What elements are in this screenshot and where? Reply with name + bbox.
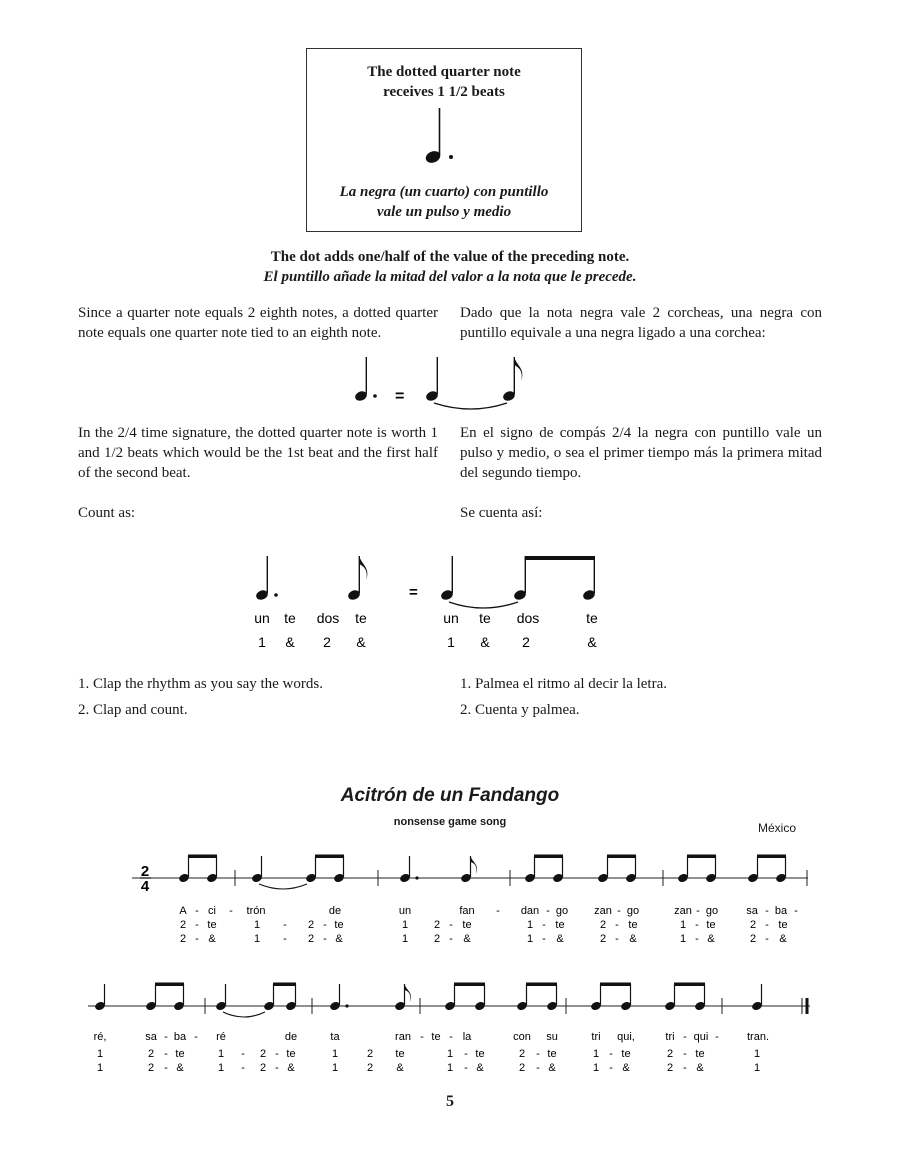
svg-text:2: 2: [749, 919, 757, 931]
svg-text:&: &: [696, 1062, 704, 1074]
quarter-note-icon: [94, 984, 106, 1011]
svg-text:2: 2: [433, 919, 441, 931]
beamed-eighth-notes-icon: [178, 855, 218, 884]
svg-text:&: &: [779, 933, 787, 945]
beamed-eighth-notes-icon: [263, 983, 297, 1012]
svg-text:-: -: [617, 905, 621, 917]
count-and-line1: [180, 933, 787, 945]
svg-text:-: -: [195, 905, 199, 917]
svg-text:tri: tri: [591, 1031, 601, 1043]
svg-text:te: te: [395, 1048, 405, 1060]
syllable: te: [284, 610, 296, 626]
count-te-line2: [97, 1048, 760, 1060]
beamed-eighth-notes-icon: [747, 855, 787, 884]
svg-text:-: -: [241, 1062, 245, 1074]
svg-text:-: -: [195, 933, 199, 945]
count-label: 2: [522, 634, 530, 650]
svg-text:&: &: [476, 1062, 484, 1074]
time-signature: [141, 863, 150, 895]
svg-text:te: te: [286, 1048, 296, 1060]
svg-text:-: -: [275, 1048, 279, 1060]
syllable: dos: [316, 610, 340, 626]
svg-text:-: -: [323, 919, 327, 931]
svg-text:-: -: [683, 1048, 687, 1060]
count-label: &: [587, 634, 597, 650]
svg-text:&: &: [629, 933, 637, 945]
svg-text:-: -: [241, 1048, 245, 1060]
para1-english: Since a quarter note equals 2 eighth notes, a dotted quarter note equals one quarter note tied to an eighth note.: [78, 305, 438, 341]
svg-text:te: te: [475, 1048, 485, 1060]
svg-text:2: 2: [147, 1048, 155, 1060]
svg-text:&: &: [396, 1062, 404, 1074]
beamed-eighth-notes-icon: [524, 855, 564, 884]
svg-text:de: de: [284, 1031, 298, 1043]
count-te-line1: [180, 919, 788, 931]
svg-text:la: la: [462, 1031, 472, 1043]
svg-text:-: -: [323, 933, 327, 945]
lyrics-line2: [94, 1031, 769, 1043]
svg-text:2: 2: [179, 919, 187, 931]
count-example: [240, 550, 620, 654]
svg-text:-: -: [449, 933, 453, 945]
box-title-line1: The dotted quarter note: [367, 64, 521, 80]
svg-text:2: 2: [259, 1048, 267, 1060]
svg-text:-: -: [229, 905, 233, 917]
svg-text:1: 1: [753, 1048, 761, 1060]
svg-text:te: te: [778, 919, 788, 931]
svg-text:ba: ba: [173, 1031, 187, 1043]
svg-text:-: -: [794, 905, 798, 917]
svg-text:&: &: [463, 933, 471, 945]
svg-text:&: &: [622, 1062, 630, 1074]
syllable: dos: [516, 610, 540, 626]
svg-text:-: -: [542, 919, 546, 931]
eighth-note-icon: [394, 984, 411, 1011]
svg-text:&: &: [176, 1062, 184, 1074]
song-title: Acitrón de un Fandango: [340, 785, 560, 806]
svg-text:tran.: tran.: [746, 1031, 770, 1043]
box-spanish-line2: vale un pulso y medio: [376, 204, 512, 220]
svg-text:2: 2: [147, 1062, 155, 1074]
tie-equation: [340, 355, 540, 411]
svg-text:-: -: [283, 919, 287, 931]
instruction-spanish-1: 1. Palmea el ritmo al decir la letra.: [460, 676, 667, 692]
beamed-eighth-notes-icon: [444, 983, 486, 1012]
svg-text:-: -: [695, 919, 699, 931]
svg-text:-: -: [496, 905, 500, 917]
song-subtitle: nonsense game song: [393, 816, 507, 828]
eighth-note-icon: [460, 856, 477, 883]
svg-text:con: con: [513, 1031, 531, 1043]
svg-text:de: de: [328, 905, 342, 917]
svg-text:-: -: [683, 1031, 687, 1043]
syllable: te: [586, 610, 598, 626]
svg-text:1: 1: [679, 933, 687, 945]
svg-text:2: 2: [366, 1048, 374, 1060]
count-label: 1: [258, 634, 266, 650]
svg-text:A: A: [179, 905, 187, 917]
svg-text:1: 1: [217, 1062, 225, 1074]
svg-text:te: te: [175, 1048, 185, 1060]
count-label: &: [356, 634, 366, 650]
instruction-english-1: 1. Clap the rhythm as you say the words.: [78, 676, 323, 692]
lyrics-line1: [179, 905, 798, 917]
syllable: te: [355, 610, 367, 626]
svg-text:-: -: [164, 1031, 168, 1043]
svg-text:qui: qui: [693, 1031, 709, 1043]
para1-spanish: Dado que la nota negra vale 2 corcheas, una negra con puntillo equivale a una negra ligado a una corchea:: [460, 305, 822, 341]
para2-spanish: En el signo de compás 2/4 la negra con puntillo vale un pulso y medio, o sea el primer tiempo más la primera mitad del segundo tiempo.: [460, 425, 822, 481]
svg-text:-: -: [275, 1062, 279, 1074]
svg-text:2: 2: [666, 1048, 674, 1060]
svg-text:1: 1: [331, 1048, 339, 1060]
eighth-note-icon: [347, 556, 368, 601]
beamed-eighth-notes-icon: [513, 556, 596, 601]
svg-text:-: -: [765, 905, 769, 917]
svg-text:2: 2: [140, 863, 150, 880]
svg-text:-: -: [283, 933, 287, 945]
svg-text:-: -: [464, 1048, 468, 1060]
tie-icon: [434, 403, 507, 409]
svg-text:te: te: [547, 1048, 557, 1060]
svg-text:1: 1: [253, 933, 261, 945]
svg-text:2: 2: [433, 933, 441, 945]
svg-text:-: -: [536, 1048, 540, 1060]
svg-text:-: -: [546, 905, 550, 917]
svg-text:1: 1: [679, 919, 687, 931]
svg-text:ci: ci: [208, 905, 216, 917]
svg-text:-: -: [615, 919, 619, 931]
svg-text:&: &: [287, 1062, 295, 1074]
svg-text:1: 1: [401, 919, 409, 931]
svg-text:-: -: [609, 1062, 613, 1074]
svg-text:zan: zan: [674, 905, 692, 917]
svg-text:te: te: [706, 919, 716, 931]
svg-text:ta: ta: [330, 1031, 340, 1043]
svg-text:1: 1: [96, 1062, 104, 1074]
svg-text:go: go: [626, 905, 640, 917]
svg-text:te: te: [462, 919, 472, 931]
svg-text:2: 2: [666, 1062, 674, 1074]
svg-text:-: -: [615, 933, 619, 945]
song-origin: México: [758, 821, 797, 835]
svg-text:-: -: [542, 933, 546, 945]
svg-text:te: te: [555, 919, 565, 931]
instruction-english-2: 2. Clap and count.: [78, 702, 188, 718]
svg-text:2: 2: [307, 919, 315, 931]
count-english: Count as:: [78, 505, 136, 521]
svg-text:ba: ba: [774, 905, 788, 917]
count-spanish: Se cuenta así:: [460, 505, 543, 521]
beamed-eighth-notes-icon: [677, 855, 717, 884]
beamed-eighth-notes-icon: [590, 983, 632, 1012]
quarter-note-icon: [251, 856, 263, 883]
svg-text:1: 1: [592, 1062, 600, 1074]
tie-icon: [449, 602, 518, 608]
svg-text:te: te: [695, 1048, 705, 1060]
svg-text:2: 2: [259, 1062, 267, 1074]
svg-text:2: 2: [749, 933, 757, 945]
svg-text:2: 2: [366, 1062, 374, 1074]
svg-text:-: -: [449, 1031, 453, 1043]
rule-spanish: El puntillo añade la mitad del valor a la nota que le precede.: [263, 269, 637, 285]
svg-text:-: -: [765, 919, 769, 931]
syllable: un: [254, 610, 270, 626]
svg-text:1: 1: [446, 1062, 454, 1074]
svg-text:te: te: [334, 919, 344, 931]
svg-text:ré,: ré,: [93, 1031, 107, 1043]
svg-text:1: 1: [217, 1048, 225, 1060]
svg-text:&: &: [208, 933, 216, 945]
svg-text:trón: trón: [246, 905, 266, 917]
svg-text:2: 2: [599, 933, 607, 945]
eighth-note-icon: [502, 357, 523, 402]
svg-text:&: &: [335, 933, 343, 945]
tie-icon: [259, 884, 307, 889]
para2-english: In the 2/4 time signature, the dotted quarter note is worth 1 and 1/2 beats which would be the 1st beat and the first half of the second beat.: [78, 425, 438, 481]
svg-text:-: -: [464, 1062, 468, 1074]
dotted-quarter-note-icon: [354, 357, 377, 402]
svg-text:2: 2: [518, 1048, 526, 1060]
svg-text:-: -: [164, 1062, 168, 1074]
beamed-eighth-notes-icon: [664, 983, 706, 1012]
quarter-note-icon: [440, 556, 454, 601]
svg-text:ré: ré: [216, 1031, 226, 1043]
svg-text:1: 1: [753, 1062, 761, 1074]
svg-text:2: 2: [518, 1062, 526, 1074]
svg-text:-: -: [765, 933, 769, 945]
svg-text:1: 1: [446, 1048, 454, 1060]
svg-text:-: -: [164, 1048, 168, 1060]
svg-text:zan: zan: [594, 905, 612, 917]
svg-text:sa: sa: [145, 1031, 157, 1043]
svg-text:te: te: [207, 919, 217, 931]
quarter-note-icon: [215, 984, 227, 1011]
svg-text:-: -: [695, 933, 699, 945]
count-label: &: [480, 634, 490, 650]
beamed-eighth-notes-icon: [145, 983, 185, 1012]
svg-text:fan: fan: [459, 905, 475, 917]
svg-text:1: 1: [526, 933, 534, 945]
syllable: un: [443, 610, 459, 626]
beamed-eighth-notes-icon: [516, 983, 558, 1012]
svg-text:-: -: [696, 905, 700, 917]
svg-text:1: 1: [96, 1048, 104, 1060]
instruction-spanish-2: 2. Cuenta y palmea.: [460, 702, 580, 718]
count-and-line2: [97, 1062, 760, 1074]
box-title-line2: receives 1 1/2 beats: [383, 84, 505, 100]
svg-text:-: -: [449, 919, 453, 931]
svg-text:-: -: [536, 1062, 540, 1074]
tie-icon: [223, 1012, 265, 1017]
svg-text:1: 1: [526, 919, 534, 931]
svg-text:1: 1: [331, 1062, 339, 1074]
svg-text:te: te: [431, 1031, 441, 1043]
rule-english: The dot adds one/half of the value of the preceding note.: [270, 249, 630, 265]
svg-text:go: go: [705, 905, 719, 917]
quarter-note-icon: [751, 984, 763, 1011]
svg-text:2: 2: [307, 933, 315, 945]
svg-text:1: 1: [592, 1048, 600, 1060]
svg-text:&: &: [556, 933, 564, 945]
equals-sign: =: [395, 388, 405, 405]
dotted-quarter-note-icon: [420, 104, 470, 170]
beamed-eighth-notes-icon: [597, 855, 637, 884]
rhythm-staff-line1: [120, 848, 820, 952]
svg-text:su: su: [546, 1031, 558, 1043]
count-label: 2: [323, 634, 331, 650]
count-label: 1: [447, 634, 455, 650]
svg-text:4: 4: [140, 878, 150, 895]
dotted-quarter-note-icon: [255, 556, 278, 601]
svg-text:te: te: [621, 1048, 631, 1060]
svg-text:tri: tri: [665, 1031, 675, 1043]
svg-text:-: -: [194, 1031, 198, 1043]
dotted-quarter-note-icon: [399, 856, 419, 883]
svg-text:1: 1: [401, 933, 409, 945]
svg-text:ran: ran: [395, 1031, 411, 1043]
svg-text:qui,: qui,: [617, 1031, 635, 1043]
svg-text:-: -: [683, 1062, 687, 1074]
svg-text:1: 1: [253, 919, 261, 931]
svg-text:&: &: [548, 1062, 556, 1074]
svg-text:dan: dan: [520, 905, 540, 917]
rhythm-staff-line2: [80, 976, 820, 1080]
svg-text:te: te: [628, 919, 638, 931]
svg-text:&: &: [707, 933, 715, 945]
svg-text:go: go: [555, 905, 569, 917]
svg-text:2: 2: [599, 919, 607, 931]
svg-text:un: un: [398, 905, 412, 917]
equals-sign: =: [409, 584, 418, 601]
dotted-quarter-note-icon: [329, 984, 349, 1011]
syllable: te: [479, 610, 491, 626]
svg-text:-: -: [420, 1031, 424, 1043]
beamed-eighth-notes-icon: [305, 855, 345, 884]
count-label: &: [285, 634, 295, 650]
svg-text:2: 2: [179, 933, 187, 945]
svg-text:-: -: [195, 919, 199, 931]
svg-text:sa: sa: [746, 905, 758, 917]
svg-text:-: -: [609, 1048, 613, 1060]
box-spanish-line1: La negra (un cuarto) con puntillo: [339, 184, 549, 200]
svg-text:-: -: [715, 1031, 719, 1043]
page-number: 5: [446, 1093, 454, 1110]
quarter-note-icon: [425, 357, 439, 402]
